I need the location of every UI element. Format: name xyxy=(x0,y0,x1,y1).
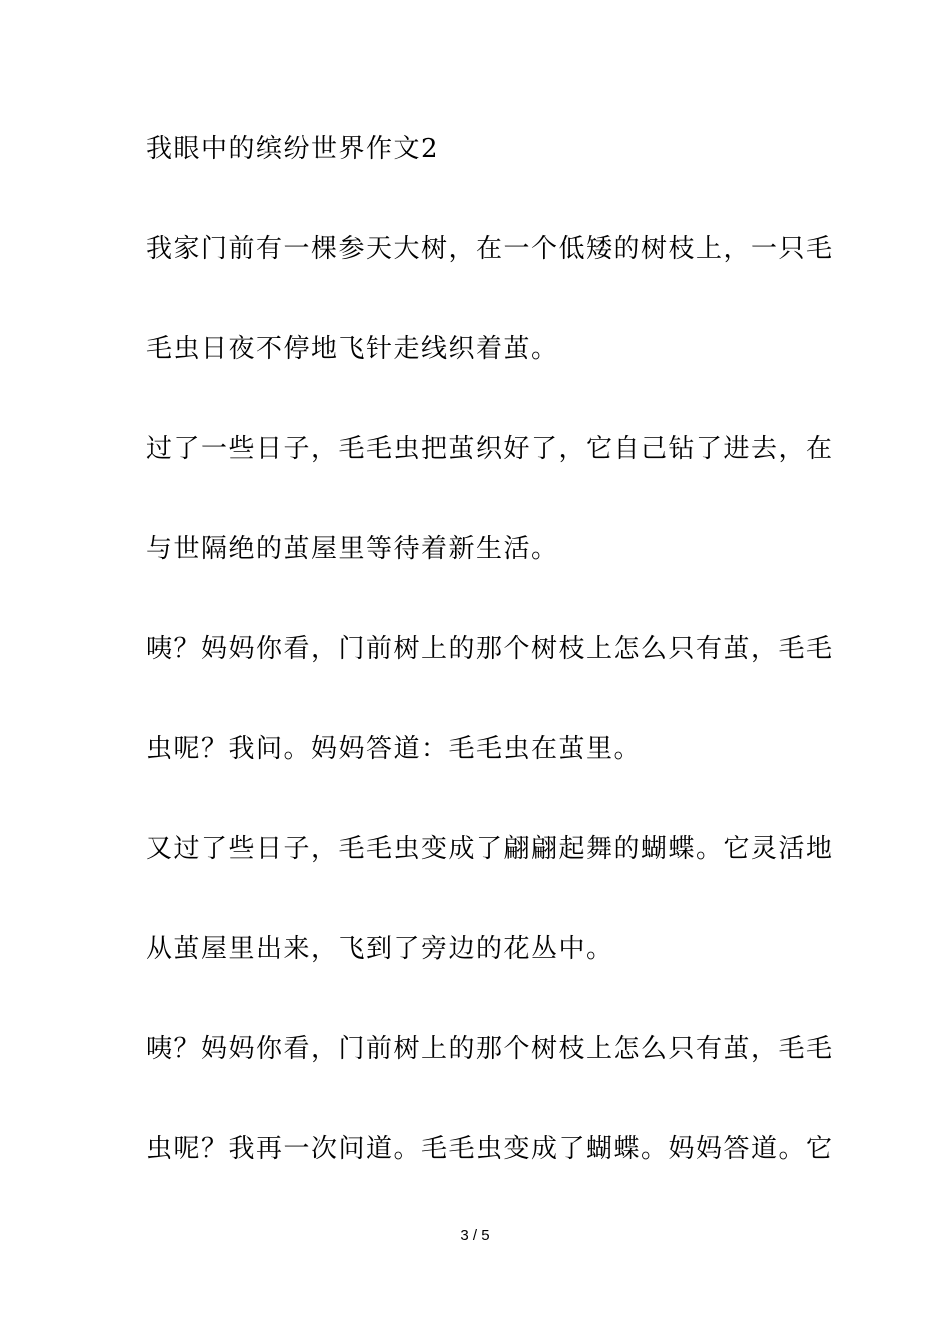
text-line: 咦？妈妈你看，门前树上的那个树枝上怎么只有茧，毛毛 xyxy=(146,1034,834,1064)
text-line: 又过了些日子，毛毛虫变成了翩翩起舞的蝴蝶。它灵活地 xyxy=(146,834,834,864)
text-line: 过了一些日子，毛毛虫把茧织好了，它自己钻了进去，在 xyxy=(146,434,834,464)
text-line: 咦？妈妈你看，门前树上的那个树枝上怎么只有茧，毛毛 xyxy=(146,634,834,664)
text-line: 虫呢？我问。妈妈答道：毛毛虫在茧里。 xyxy=(146,734,642,764)
text-line: 从茧屋里出来，飞到了旁边的花丛中。 xyxy=(146,934,614,964)
text-line: 与世隔绝的茧屋里等待着新生活。 xyxy=(146,534,559,564)
page-number: 3 / 5 xyxy=(460,1227,490,1244)
essay-title: 我眼中的缤纷世界作文2 xyxy=(146,134,440,164)
text-line: 毛虫日夜不停地飞针走线织着茧。 xyxy=(146,334,559,364)
text-line: 我家门前有一棵参天大树，在一个低矮的树枝上，一只毛 xyxy=(146,234,834,264)
text-line: 虫呢？我再一次问道。毛毛虫变成了蝴蝶。妈妈答道。它 xyxy=(146,1134,834,1164)
